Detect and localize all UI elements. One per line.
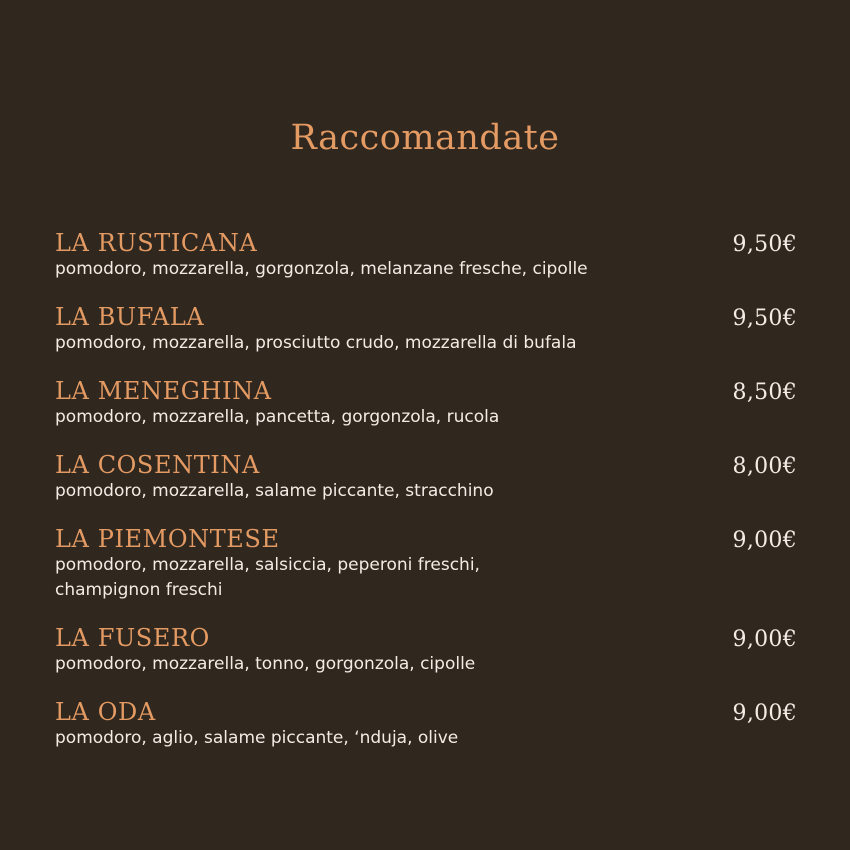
menu-item-header [55,376,797,408]
item-name: LA FUSERO [55,624,210,652]
item-name: LA PIEMONTESE [55,525,280,553]
item-name: LA RUSTICANA [55,229,258,257]
item-price: 8,00€ [732,454,797,479]
item-name: LA BUFALA [55,303,205,331]
item-description: pomodoro, mozzarella, tonno, gorgonzola, cipolle [55,654,476,674]
item-price: 9,00€ [732,701,797,726]
menu-item [55,623,797,677]
item-name: LA MENEGHINA [55,377,272,405]
item-description: pomodoro, mozzarella, salame piccante, stracchino [55,481,494,501]
item-price: 9,00€ [732,627,797,652]
menu-item-header [55,697,797,729]
menu-item [55,302,797,356]
item-description: pomodoro, mozzarella, pancetta, gorgonzola, rucola [55,407,500,427]
item-price: 9,00€ [732,528,797,553]
item-name: LA COSENTINA [55,451,260,479]
item-description: pomodoro, mozzarella, salsiccia, peperoni freschi, champignon freschi [55,555,480,600]
item-price: 9,50€ [732,232,797,257]
menu-item-header [55,228,797,260]
item-description: pomodoro, mozzarella, prosciutto crudo, mozzarella di bufala [55,333,577,353]
item-price: 9,50€ [732,306,797,331]
menu-item-header [55,450,797,482]
menu-item [55,524,797,603]
item-description: pomodoro, mozzarella, gorgonzola, melanzane fresche, cipolle [55,259,588,279]
menu-item [55,228,797,282]
menu-item-header [55,623,797,655]
item-description: pomodoro, aglio, salame piccante, ‘nduja, olive [55,728,459,748]
menu-item [55,450,797,504]
menu-item-header [55,524,797,556]
menu-item [55,697,797,751]
menu-title: Raccomandate [290,118,560,158]
menu-list [55,228,797,771]
item-price: 8,50€ [732,380,797,405]
menu-item-header [55,302,797,334]
menu-item [55,376,797,430]
item-name: LA ODA [55,698,156,726]
